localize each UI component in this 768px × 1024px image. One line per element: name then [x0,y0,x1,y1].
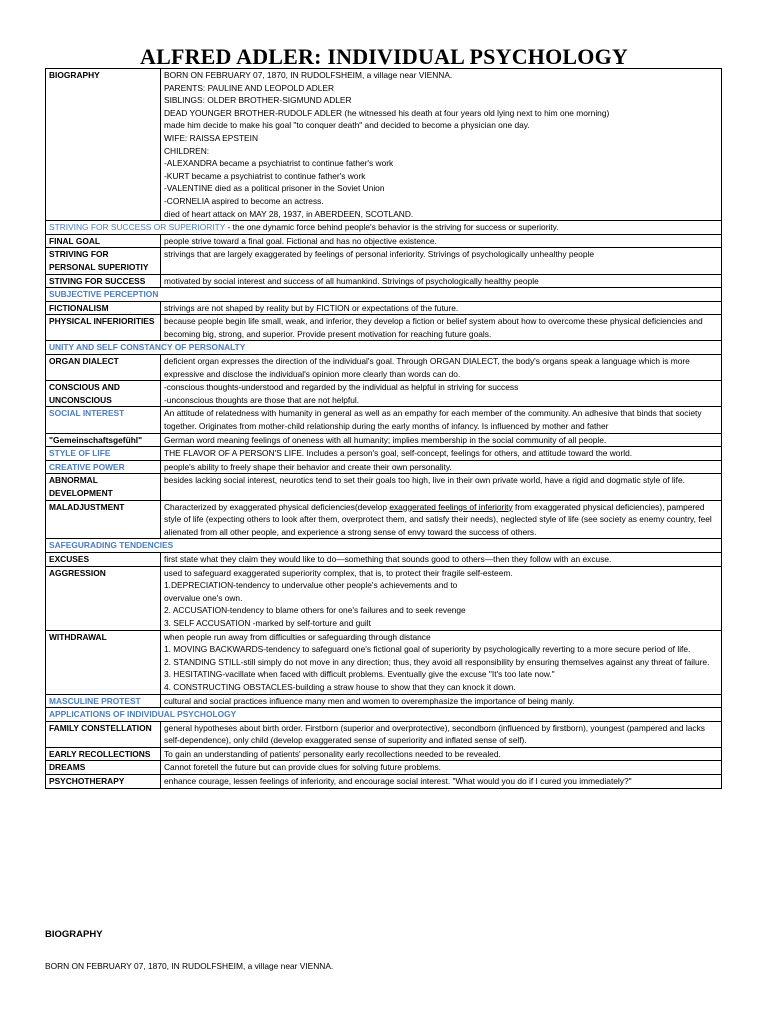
row-line: 4. CONSTRUCTING OBSTACLES-building a straw house to show that they can knock it down. [164,681,516,692]
row-value: general hypotheses about birth order. Firstborn (superior and overprotective), secondborn (influenced by firstborn), youngest (pampered and lacks self-dependence), only child (develop exaggerated sense of superiority and inflated sense of self). [161,721,722,747]
row-key: FAMILY CONSTELLATION [46,721,161,747]
row-value: To gain an understanding of patients' personality early recollections needed to be revealed. [161,747,722,761]
bio-line: -KURT became a psychiatrist to continue father's work [164,170,366,181]
row-text: from exaggerated physical deficiencies), pampered style of life (expecting others to look after them, overprotect them, and satisfy their needs), neglected style of life (see society as enemy country, feel alienated from all other people, and experience a strong sense of envy toward the success of others. [164,501,712,537]
row-key: MASCULINE PROTEST [46,694,161,708]
row-value [161,630,722,694]
section-heading: STRIVING FOR SUCCESS OR SUPERIORITY [49,222,226,233]
row-key: MALADJUSTMENT [46,500,161,539]
table-row [46,407,722,433]
bio-line: DEAD YOUNGER BROTHER-RUDOLF ADLER (he witnessed his death at four years old lying next to him one morning) [164,107,610,118]
footer-text: BORN ON FEBRUARY 07, 1870, IN RUDOLFSHEIM, a village near VIENNA. [45,961,334,971]
row-value: people strive toward a final goal. Fictional and has no objective existence. [161,234,722,248]
bio-line: -VALENTINE died as a political prisoner in the Soviet Union [164,183,385,194]
row-line: -unconscious thoughts are those that are not helpful. [164,394,360,405]
table-row [46,566,722,630]
table-row [46,721,722,747]
row-line: 1. MOVING BACKWARDS-tendency to safeguard one's fictional goal of superiority by psychologically reverting to a more secure period of life. [164,644,691,655]
row-key: ORGAN DIALECT [46,355,161,381]
table-row [46,221,722,235]
row-line: used to safeguard exaggerated superiority complex, that is, to protect their fragile self-esteem. [164,567,513,578]
table-row [46,775,722,789]
table-row [46,460,722,474]
table-row [46,552,722,566]
table-row [46,474,722,500]
section-text: - the one dynamic force behind people's behavior is the striving for success or superiority. [225,222,559,233]
table-row [46,708,722,722]
section-heading: APPLICATIONS OF INDIVIDUAL PSYCHOLOGY [46,708,722,722]
page-title: ALFRED ADLER: INDIVIDUAL PSYCHOLOGY [139,44,628,69]
row-line: when people run away from difficulties or safeguarding through distance [164,631,431,642]
table-row [46,355,722,381]
row-line: 2. ACCUSATION-tendency to blame others for one's failures and to seek revenge [164,605,466,616]
table-row [46,341,722,355]
row-value: besides lacking social interest, neurotics tend to set their goals too high, live in their own private world, have a rigid and dogmatic style of life. [161,474,722,500]
bio-line: died of heart attack on MAY 28, 1937, in ABERDEEN, SCOTLAND. [164,208,414,219]
table-row [46,447,722,461]
table-row [46,301,722,315]
bio-line: SIBLINGS: OLDER BROTHER-SIGMUND ADLER [164,95,352,106]
table-row [46,694,722,708]
row-value: An attitude of relatedness with humanity in general as well as an empathy for each member of the community. An adhesive that binds that society together. Originates from mother-child relationship during the early months of infancy. Is influenced by mother and father [161,407,722,433]
bio-line: CHILDREN: [164,145,210,156]
row-line: overvalue one's own. [164,592,243,603]
table-row [46,630,722,694]
row-value: Cannot foretell the future but can provide clues for solving future problems. [161,761,722,775]
row-line: 3. HESITATING-vacillate when faced with difficult problems. Eventually give the excuse "It's too late now." [164,669,555,680]
row-key: EXCUSES [46,552,161,566]
row-line: 3. SELF ACCUSATION -marked by self-torture and guilt [164,617,371,628]
row-key: CREATIVE POWER [46,460,161,474]
bio-line: made him decide to make his goal "to conquer death" and decided to become a physician one day. [164,120,530,131]
table-row [46,274,722,288]
row-key: SOCIAL INTEREST [46,407,161,433]
row-key: BIOGRAPHY [46,69,161,221]
row-value: people's ability to freely shape their behavior and create their own personality. [161,460,722,474]
row-value: enhance courage, lessen feelings of inferiority, and encourage social interest. "What would you do if I cured you immediately?" [161,775,722,789]
row-key: CONSCIOUS AND UNCONSCIOUS [46,381,161,407]
bio-line: BORN ON FEBRUARY 07, 1870, IN RUDOLFSHEIM, a village near VIENNA. [164,70,453,80]
row-value [161,500,722,539]
row-value: cultural and social practices influence many men and women to overemphasize the importance of being manly. [161,694,722,708]
row-key: PSYCHOTHERAPY [46,775,161,789]
summary-table [45,68,722,789]
section-heading: SUBJECTIVE PERCEPTION [46,288,722,302]
table-row [46,433,722,447]
row-value: strivings are not shaped by reality but by FICTION or expectations of the future. [161,301,722,315]
table-row [46,747,722,761]
row-line: -conscious thoughts-understood and regarded by the individual as helpful in striving for success [164,382,519,393]
row-key: "Gemeinschaftsgefühl" [46,433,161,447]
underlined-text: exaggerated feelings of inferiority [389,501,513,512]
row-key: AGGRESSION [46,566,161,630]
row-value [161,381,722,407]
row-line: 2. STANDING STILL-still simply do not move in any direction; thus, they avoid all responsibility by ensuring themselves against any threat of failure. [164,656,710,667]
bio-line: -CORNELIA aspired to become an actress. [164,195,324,206]
row-key: WITHDRAWAL [46,630,161,694]
row-value: deficient organ expresses the direction of the individual's goal. Through ORGAN DIALECT, the body's organs speak a language which is more expressive and disclose the individual's opinion more clearly than words can do. [161,355,722,381]
bio-line: PARENTS: PAULINE AND LEOPOLD ADLER [164,82,335,93]
row-text: Characterized by exaggerated physical deficiencies(develop [164,501,390,512]
row-key: PHYSICAL INFERIORITIES [46,315,161,341]
row-key: STRIVING FOR PERSONAL SUPERIOTIY [46,248,161,274]
table-row [46,69,722,221]
table-row [46,248,722,274]
row-key: FICTIONALISM [46,301,161,315]
row-value: THE FLAVOR OF A PERSON'S LIFE. Includes a person's goal, self-concept, feelings for others, and attitude toward the world. [161,447,722,461]
row-value [161,69,722,221]
row-key: EARLY RECOLLECTIONS [46,747,161,761]
table-row [46,761,722,775]
row-key: ABNORMAL DEVELOPMENT [46,474,161,500]
row-key: STYLE OF LIFE [46,447,161,461]
row-value: first state what they claim they would like to do—something that sounds good to others—then they follow with an excuse. [161,552,722,566]
row-value [161,566,722,630]
bio-line: -ALEXANDRA became a psychiatrist to continue father's work [164,158,394,169]
row-key: DREAMS [46,761,161,775]
section-heading: UNITY AND SELF CONSTANCY OF PERSONALTY [46,341,722,355]
footer-heading: BIOGRAPHY [45,929,103,940]
table-row [46,288,722,302]
table-row [46,234,722,248]
row-line: 1.DEPRECIATION-tendency to undervalue other people's achievements and to [164,580,458,591]
row-value: German word meaning feelings of oneness with all humanity; implies membership in the social community of all people. [161,433,722,447]
row-key: STIVING FOR SUCCESS [46,274,161,288]
row-value: motivated by social interest and success of all humankind. Strivings of psychologically healthy people [161,274,722,288]
table-row [46,315,722,341]
table-row [46,500,722,539]
section-row-striving [46,221,722,235]
section-heading: SAFEGURADING TENDENCIES [46,539,722,553]
bio-line: WIFE: RAISSA EPSTEIN [164,132,259,143]
table-row [46,381,722,407]
row-value: because people begin life small, weak, and inferior, they develop a fiction or belief system about how to overcome these physical deficiencies and becoming big, strong, and superior. Provide present motivation for reaching future goals. [161,315,722,341]
table-row [46,539,722,553]
row-key: FINAL GOAL [46,234,161,248]
row-value: strivings that are largely exaggerated by feelings of personal inferiority. Strivings of psychologically unhealthy people [161,248,722,274]
